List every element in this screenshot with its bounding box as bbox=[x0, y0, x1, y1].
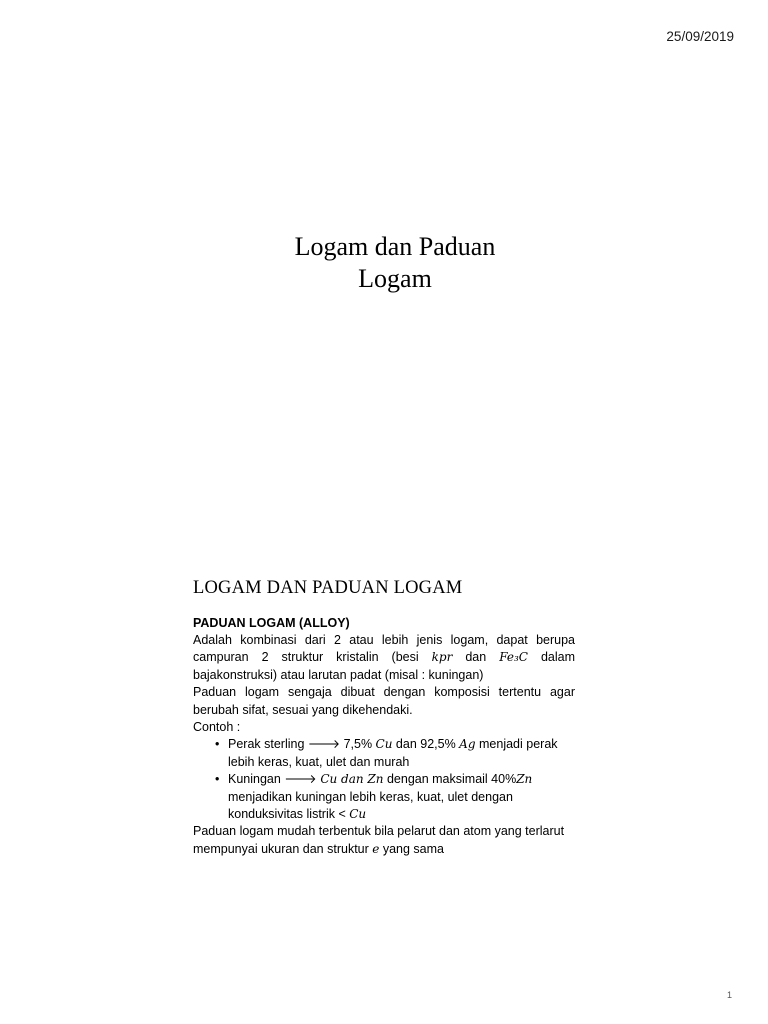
slide-heading: LOGAM DAN PADUAN LOGAM bbox=[193, 578, 463, 598]
header-date: 25/09/2019 bbox=[666, 29, 734, 44]
math-kpr: kpr bbox=[431, 650, 453, 665]
slide-title-line-2: Logam bbox=[358, 264, 432, 293]
slide-title bbox=[0, 231, 768, 295]
list-item: • Kuningan 🡒 Cu dan Zn dengan maksimail 40%Zn menjadikan kuningan lebih keras, kuat, ulet dengan konduksivitas listrik < Cu bbox=[215, 772, 533, 822]
arrow-right-icon: 🡒 bbox=[307, 737, 341, 752]
purpose-paragraph: Paduan logam sengaja dibuat dengan komposisi tertentu agar berubah sifat, sesuai yang dikehendaki. bbox=[193, 685, 575, 717]
bullet-icon: • bbox=[215, 772, 220, 787]
math-fe3c: Fe₃C bbox=[499, 650, 528, 665]
section-title: PADUAN LOGAM (ALLOY) bbox=[193, 616, 350, 630]
slide-content bbox=[193, 575, 575, 858]
list-item: • Perak sterling 🡒 7,5% Cu dan 92,5% Ag menjadi perak lebih keras, kuat, ulet dan murah bbox=[215, 737, 558, 769]
page-number: 1 bbox=[726, 990, 732, 1000]
example-list bbox=[193, 736, 575, 823]
conclusion-paragraph: Paduan logam mudah terbentuk bila pelarut dan atom yang terlarut mempunyai ukuran dan struktur e yang sama bbox=[193, 824, 565, 856]
slide-title-line-1: Logam dan Paduan bbox=[294, 232, 496, 261]
example-label: Contoh : bbox=[193, 720, 241, 735]
arrow-right-icon: 🡒 bbox=[284, 772, 317, 787]
bullet-icon: • bbox=[215, 737, 220, 752]
definition-paragraph: Adalah kombinasi dari 2 atau lebih jenis logam, dapat berupa campuran 2 struktur kristalin (besi kpr dan Fe₃C dalam bajakonstruksi) atau larutan padat (misal : kuningan) bbox=[193, 633, 575, 682]
